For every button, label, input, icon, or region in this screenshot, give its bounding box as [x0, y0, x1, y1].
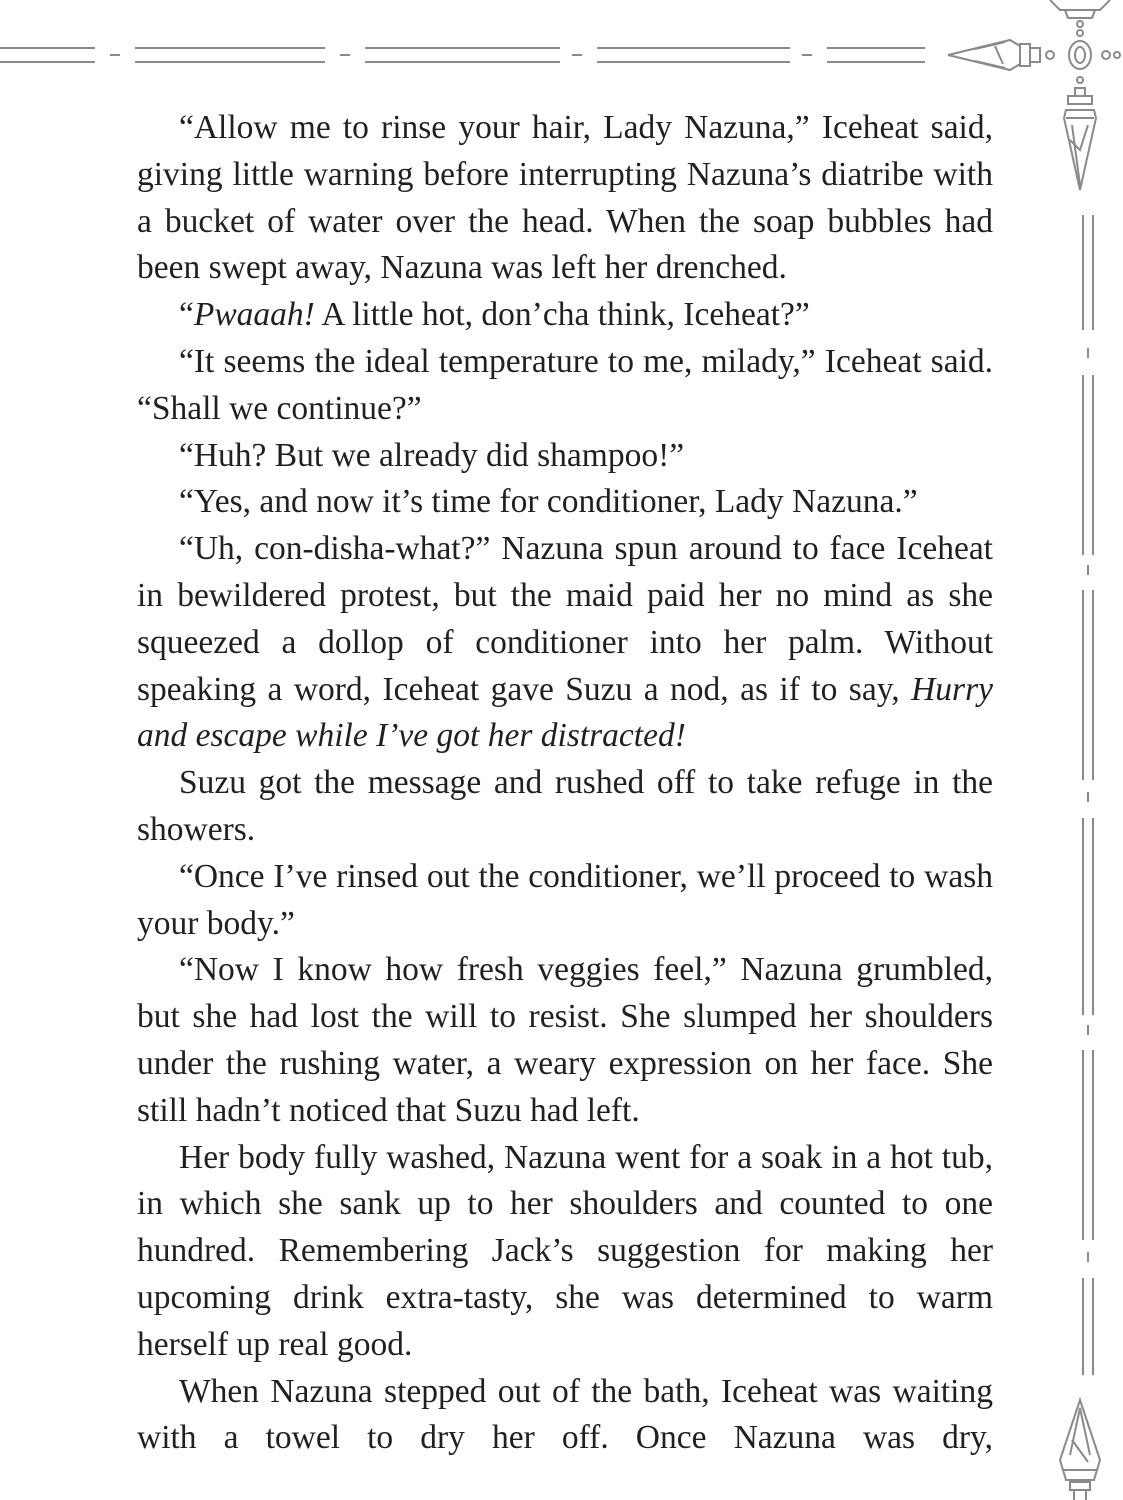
paragraph: “Yes, and now it’s time for conditioner, Lady Nazuna.” [179, 483, 918, 521]
paragraph: “Now I know how fresh veggies feel,” Nazuna grumbled, but she had lost the will to resist. She slumped her shoulders under the rushing water, a weary expression on her face. She still hadn’t noticed that Suzu had left. [137, 951, 993, 1129]
bottom-crystal-icon [1060, 1400, 1100, 1500]
paragraph: “Uh, con-disha-what?” Nazuna spun around to face Iceheat in bewildered protest, but the maid paid her no mind as she squeezed a dollop of conditioner into her palm. Without speaking a word, Iceheat gave Suzu a nod, as if to say, Hurry and escape while I’ve got her distracted! [137, 530, 993, 755]
pendant-crystal-icon [1064, 88, 1096, 190]
central-jewel-icon [1069, 30, 1091, 83]
horizontal-crystal-icon [948, 40, 1120, 70]
paragraph: “Huh? But we already did shampoo!” [179, 436, 685, 474]
paragraph: “It seems the ideal temperature to me, milady,” Iceheat said. “Shall we continue?” [137, 342, 993, 427]
top-rule [0, 48, 925, 62]
paragraph: Suzu got the message and rushed off to take refuge in the showers. [137, 764, 993, 848]
paragraph: Her body fully washed, Nazuna went for a soak in a hot tub, in which she sank up to her shoulders and counted to one hundred. Remembering Jack’s suggestion for making her upcoming drink extra-tasty, she was determined to warm herself up real good. [137, 1138, 993, 1363]
paragraph: “Once I’ve rinsed out the conditioner, we’ll proceed to wash your body.” [137, 857, 993, 942]
paragraph: When Nazuna stepped out of the bath, Iceheat was waiting with a towel to dry her off. Once Nazuna was dry, [137, 1372, 993, 1457]
upper-crystal-icon [1050, 0, 1110, 27]
right-rule [1083, 215, 1093, 1375]
body-text [137, 105, 993, 1462]
paragraph: “Allow me to rinse your hair, Lady Nazuna,” Iceheat said, giving little warning before interrupting Nazuna’s diatribe with a bucket of water over the head. When the soap bubbles had been swept away, Nazuna was left her drenched. [137, 109, 993, 287]
paragraph: “Pwaaah! A little hot, don’cha think, Iceheat?” [179, 296, 810, 334]
